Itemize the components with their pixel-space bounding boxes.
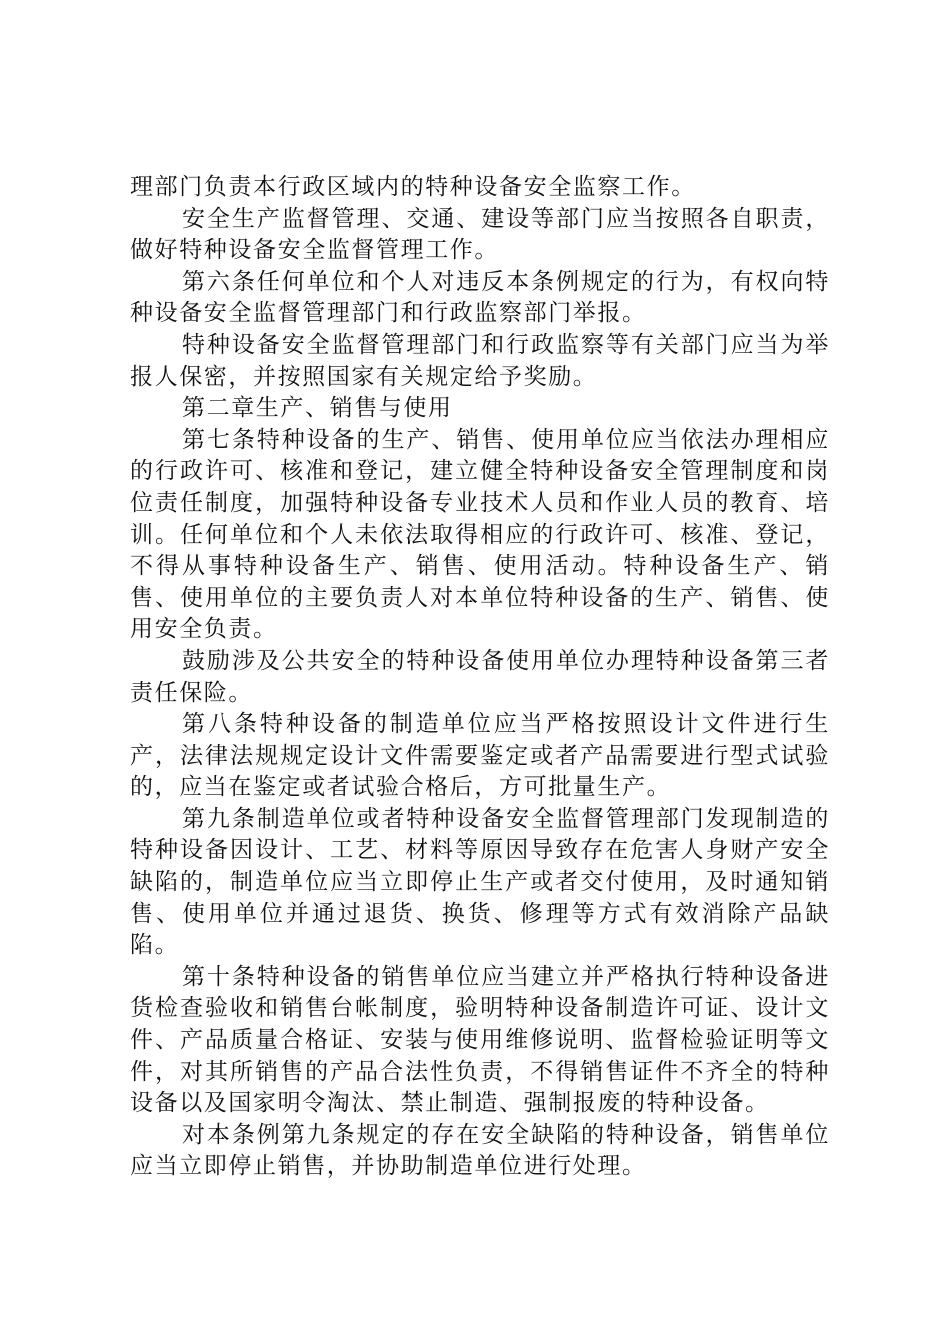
paragraph-continuation: 理部门负责本行政区域内的特种设备安全监察工作。 [130, 174, 696, 200]
paragraph-article-7: 第七条特种设备的生产、销售、使用单位应当依法办理相应的行政许可、核准和登记，建立健全特种设备安全管理制度和岗位责任制度，加强特种设备专业技术人员和作业人员的教育、培训。任何单位和个人未依法取得相应的行政许可、核准、登记，不得从事特种设备生产、销售、使用活动。特种设备生产、销售、使用单位的主要负责人对本单位特种设备的生产、销售、使用安全负责。 [130, 426, 830, 643]
paragraph-article-8: 第八条特种设备的制造单位应当严格按照设计文件进行生产，法律法规规定设计文件需要鉴定或者产品需要进行型式试验的，应当在鉴定或者试验合格后，方可批量生产。 [130, 711, 830, 801]
paragraph-department-duties: 安全生产监督管理、交通、建设等部门应当按照各自职责，做好特种设备安全监督管理工作。 [130, 205, 830, 264]
chapter-heading: 第二章生产、销售与使用 [182, 395, 453, 422]
paragraph-defect-handling: 对本条例第九条规定的存在安全缺陷的特种设备，销售单位应当立即停止销售，并协助制造单位进行处理。 [130, 1121, 830, 1180]
paragraph-whistleblower-confidentiality: 特种设备安全监督管理部门和行政监察等有关部门应当为举报人保密，并按照国家有关规定给予奖励。 [130, 331, 830, 390]
paragraph-article-9: 第九条制造单位或者特种设备安全监督管理部门发现制造的特种设备因设计、工艺、材料等原因导致存在危害人身财产安全缺陷的，制造单位应当立即停止生产或者交付使用，及时通知销售、使用单位并通过退货、换货、修理等方式有效消除产品缺陷。 [130, 805, 830, 959]
document-page [130, 172, 830, 1183]
paragraph-article-6: 第六条任何单位和个人对违反本条例规定的行为，有权向特种设备安全监督管理部门和行政监察部门举报。 [130, 268, 830, 327]
paragraph-article-10: 第十条特种设备的销售单位应当建立并严格执行特种设备进货检查验收和销售台帐制度，验明特种设备制造许可证、设计文件、产品质量合格证、安装与使用维修说明、监督检验证明等文件，对其所销售的产品合法性负责，不得销售证件不齐全的特种设备以及国家明令淘汰、禁止制造、强制报废的特种设备。 [130, 963, 830, 1117]
paragraph-insurance: 鼓励涉及公共安全的特种设备使用单位办理特种设备第三者责任保险。 [130, 647, 830, 706]
